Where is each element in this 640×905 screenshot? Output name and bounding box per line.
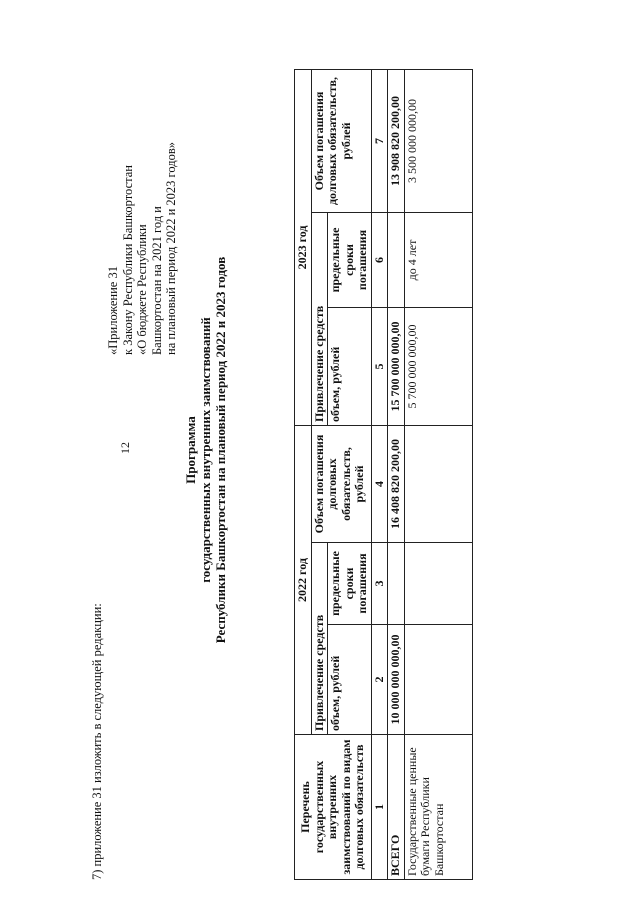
title-line: Программа [183, 416, 198, 484]
appendix-line: «О бюджете Республики [135, 224, 149, 355]
header-borrowing-2023: Привлечение средств [311, 212, 328, 425]
column-number-row [371, 69, 388, 879]
total-row [388, 69, 405, 879]
page-number: 12 [118, 442, 132, 454]
rotated-page-content [90, 70, 540, 880]
header-year-2023: 2023 год [295, 69, 312, 425]
header-volume-2023: объем, рублей [328, 307, 372, 425]
column-number: 5 [371, 307, 388, 425]
column-number: 1 [371, 735, 388, 880]
total-repayment-2022: 16 408 820 200,00 [388, 425, 405, 542]
appendix-reference [106, 142, 179, 355]
header-terms-2022: предельные сроки погашения [328, 543, 372, 625]
borrowing-program-table [294, 69, 473, 880]
header-borrowing-types: Перечень государственных внутренних заимствований по видам долговых обязательств [295, 735, 372, 880]
header-repayment-2023: Объем погашения долговых обязательств, рублей [311, 69, 371, 212]
column-number: 3 [371, 543, 388, 625]
total-repayment-2023: 13 908 820 200,00 [388, 69, 405, 212]
securities-terms-2022 [404, 543, 472, 625]
header-terms-2023: предельные сроки погашения [328, 212, 372, 307]
appendix-line: на плановый период 2022 и 2023 годов» [164, 142, 178, 355]
column-number: 2 [371, 625, 388, 735]
total-terms-2023 [388, 212, 405, 307]
title-line: Республики Башкортостан на плановый период 2022 и 2023 годов [213, 256, 228, 644]
securities-volume-2023: 5 700 000 000,00 [404, 307, 472, 425]
total-volume-2023: 15 700 000 000,00 [388, 307, 405, 425]
securities-repayment-2023: 3 500 000 000,00 [404, 69, 472, 212]
column-number: 7 [371, 69, 388, 212]
total-terms-2022 [388, 543, 405, 625]
securities-repayment-2022 [404, 425, 472, 542]
securities-terms-2023: до 4 лет [404, 212, 472, 307]
header-volume-2022: объем, рублей [328, 625, 372, 735]
total-label: ВСЕГО [388, 735, 405, 880]
securities-label: Государственные ценные бумаги Республики Башкортостан [404, 735, 472, 880]
column-number: 6 [371, 212, 388, 307]
securities-row [404, 69, 472, 879]
total-volume-2022: 10 000 000 000,00 [388, 625, 405, 735]
intro-text: 7) приложение 31 изложить в следующей редакции: [90, 603, 104, 880]
appendix-line: «Приложение 31 [106, 266, 120, 355]
appendix-line: к Закону Республики Башкортостан [120, 165, 135, 355]
title-line: государственных внутренних заимствований [198, 317, 213, 583]
document-title [183, 160, 228, 740]
securities-volume-2022 [404, 625, 472, 735]
header-borrowing-2022: Привлечение средств [311, 543, 328, 735]
column-number: 4 [371, 425, 388, 542]
header-repayment-2022: Объем погашения долговых обязательств, рублей [311, 425, 371, 542]
appendix-line: Башкортостан на 2021 год и [149, 206, 164, 355]
header-year-2022: 2022 год [295, 425, 312, 734]
